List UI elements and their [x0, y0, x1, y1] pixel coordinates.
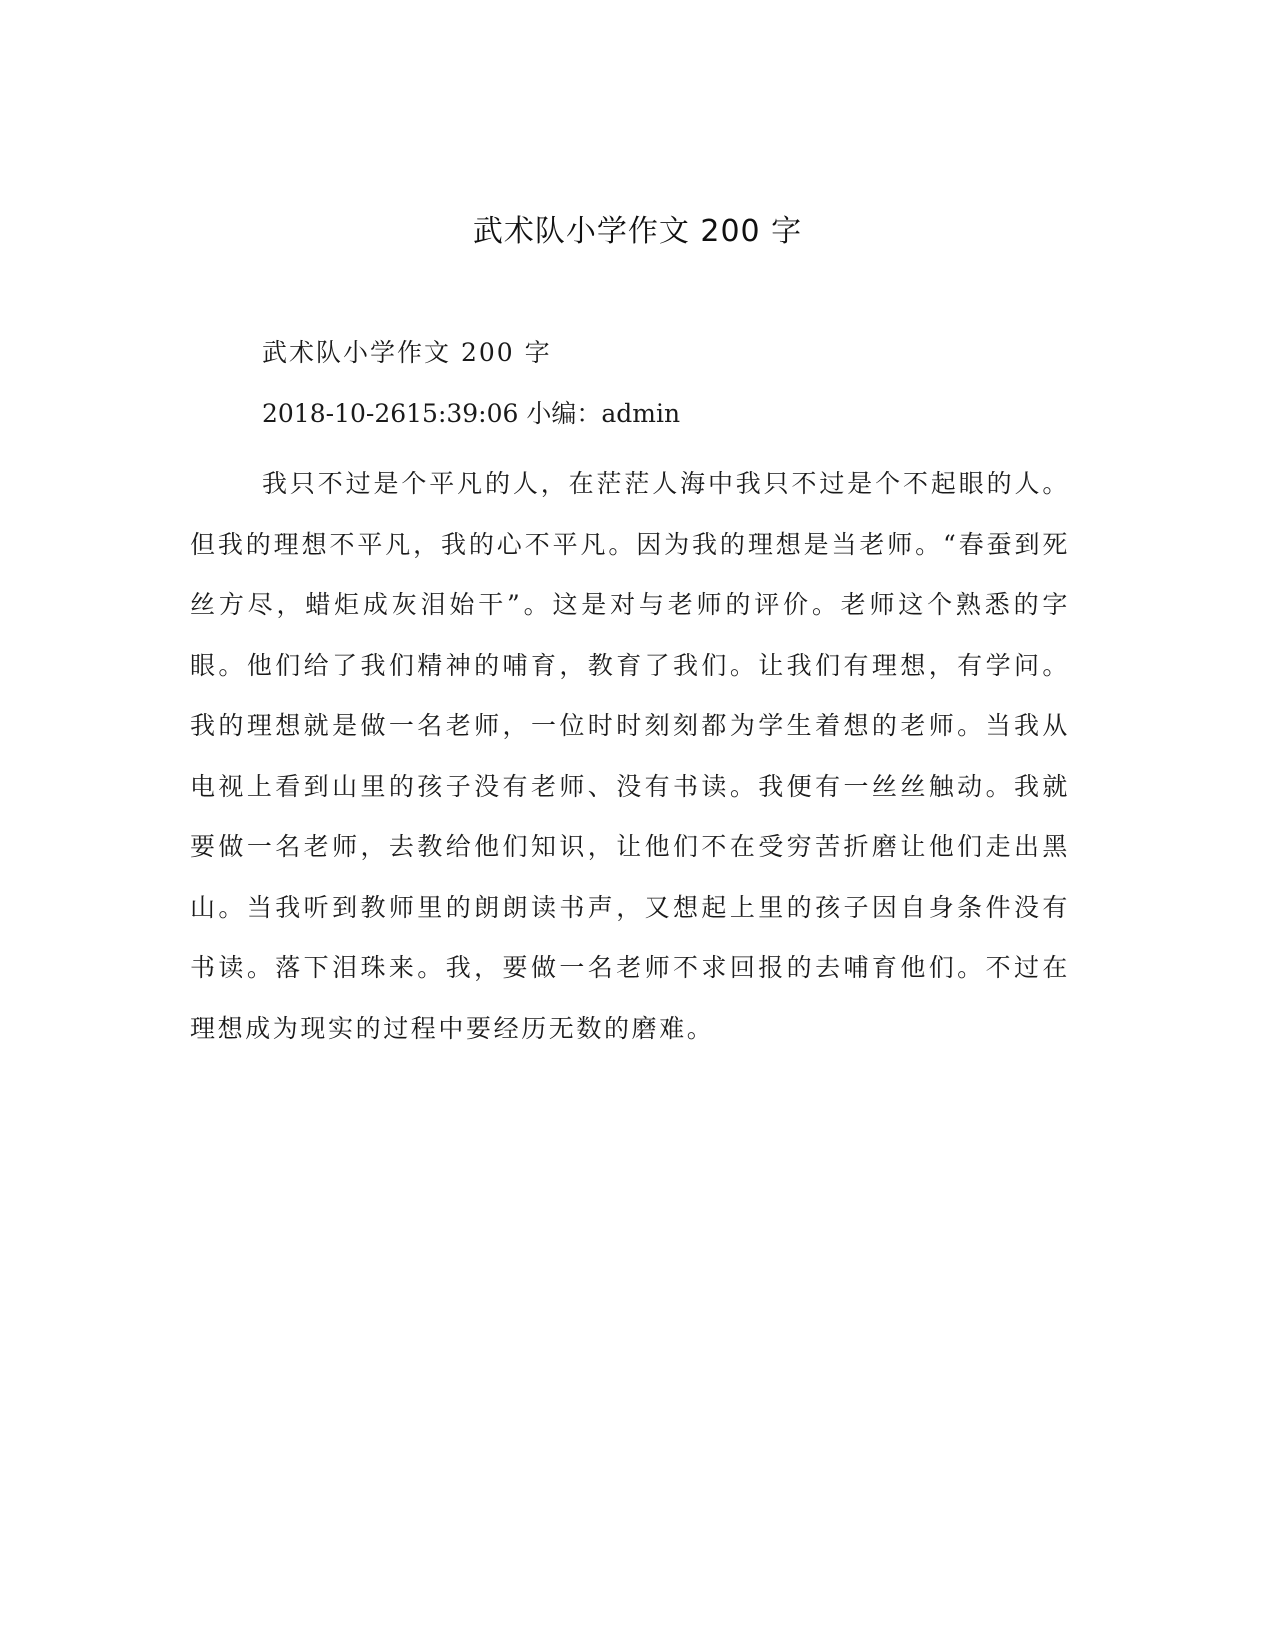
article-subtitle: 武术队小学作文 200 字: [262, 338, 552, 367]
article-meta: 2018-10-2615:39:06 小编：admin: [262, 399, 681, 428]
article-body: 我只不过是个平凡的人，在茫茫人海中我只不过是个不起眼的人。但我的理想不平凡，我的心不平凡。因为我的理想是当老师。“春蚕到死丝方尽，蜡炬成灰泪始干”。这是对与老师的评价。老师这个熟悉的字眼。他们给了我们精神的哺育，教育了我们。让我们有理想，有学问。我的理想就是做一名老师，一位时时刻刻都为学生着想的老师。当我从电视上看到山里的孩子没有老师、没有书读。我便有一丝丝触动。我就要做一名老师，去教给他们知识，让他们不在受穷苦折磨让他们走出黑山。当我听到教师里的朗朗读书声，又想起上里的孩子因自身条件没有书读。落下泪珠来。我，要做一名老师不求回报的去哺育他们。不过在理想成为现实的过程中要经历无数的磨难。: [190, 469, 1070, 1043]
document-title: 武术队小学作文 200 字: [472, 214, 803, 249]
